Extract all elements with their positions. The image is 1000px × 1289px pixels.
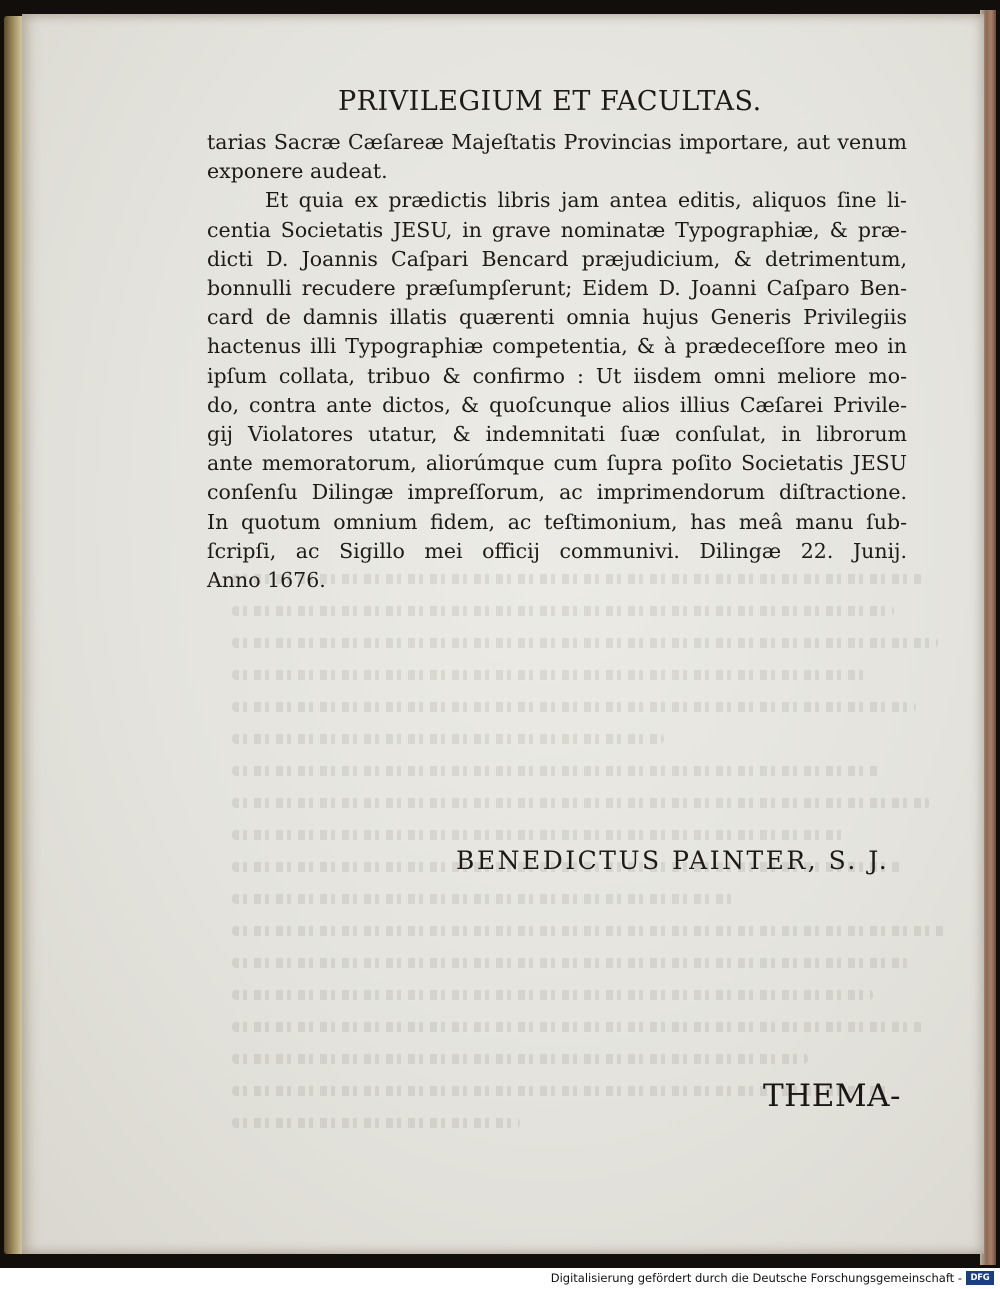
text-line: bonnulli recudere præſumpſerunt; Eidem D. Joanni Caſparo Ben- — [207, 276, 907, 301]
text-line: dicti D. Joannis Caſpari Bencard præjudicium, & detrimentum, — [207, 246, 907, 271]
text-line: ipſum collata, tribuo & confirmo : Ut iisdem omni meliore mo- — [207, 363, 907, 388]
body-text — [207, 128, 907, 595]
footer-bar — [0, 1268, 1000, 1289]
text-line: Et quia ex prædictis libris jam antea editis, aliquos ſine li- — [265, 188, 907, 213]
text-line: ante memoratorum, aliorúmque cum ſupra poſito Societatis JESU — [207, 451, 907, 476]
text-line: do, contra ante dictos, & quoſcunque alios illius Cæſarei Privile- — [207, 392, 907, 417]
text-line: gij Violatores utatur, & indemnitati ſuæ conſulat, in librorum — [207, 422, 907, 447]
funding-credit: Digitalisierung gefördert durch die Deutsche Forschungsgemeinschaft - — [550, 1271, 962, 1285]
text-line: ſcripſi, ac Sigillo mei officij communivi. Dilingæ 22. Junij. — [207, 538, 907, 563]
text-line: In quotum omnium fidem, ac teſtimonium, has meâ manu ſub- — [207, 509, 907, 534]
text-line: conſenſu Dilingæ impreſſorum, ac imprimendorum diſtractione. — [207, 480, 907, 505]
running-head: PRIVILEGIUM ET FACULTAS. — [338, 86, 762, 117]
text-line: tarias Sacræ Cæſareæ Majeſtatis Provincias importare, aut venum — [207, 130, 907, 154]
text-line: exponere audeat. — [207, 159, 388, 184]
dfg-logo-icon: DFG — [966, 1271, 994, 1285]
text-line: card de damnis illatis quærenti omnia hujus Generis Privilegiis — [207, 305, 907, 330]
catchword: THEMA- — [763, 1078, 901, 1114]
text-line: Anno 1676. — [207, 568, 326, 593]
text-line: centia Societatis JESU, in grave nominatæ Typographiæ, & præ- — [207, 217, 907, 242]
signature: BENEDICTUS PAINTER, S. J. — [456, 846, 890, 875]
text-line: hactenus illi Typographiæ competentia, & à prædeceſſore meo in — [207, 334, 907, 359]
